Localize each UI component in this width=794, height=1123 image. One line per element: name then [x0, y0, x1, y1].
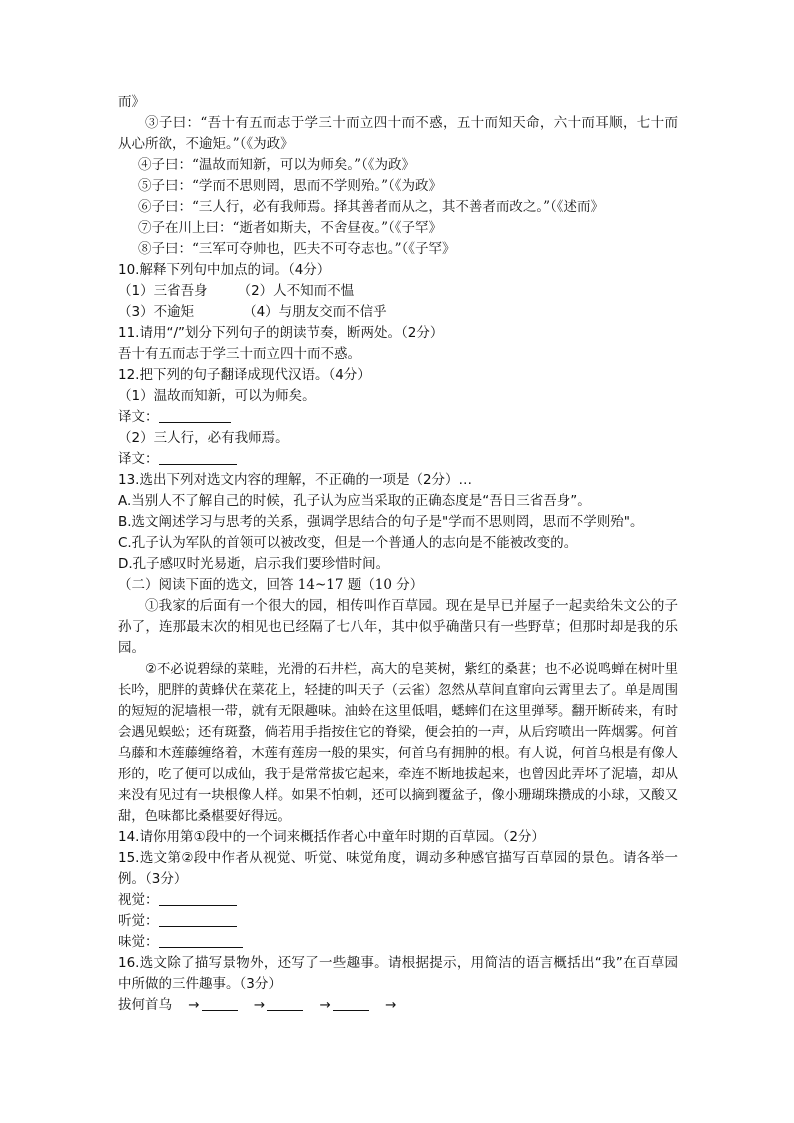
passage-paragraph: ②不必说碧绿的菜畦，光滑的石井栏，高大的皂荚树，紫红的桑葚；也不必说鸣蝉在树叶里长吟，肥胖的黄蜂伏在菜花上，轻捷的叫天子（云雀）忽然从草间直窜向云霄里去了。单是周围的短短的泥墙根一带，就有无限趣味。油蛉在这里低唱，蟋蟀们在这里弹琴。翻开断砖来，有时会遇见蜈蚣；还有斑蝥，倘若用手指按住它的脊梁，便会拍的一声，从后窍喷出一阵烟雾。何首乌藤和木莲藤缠络着，木莲有莲房一般的果实，何首乌有拥肿的根。有人说，何首乌根是有像人形的，吃了便可以成仙，我于是常常拔它起来，牵连不断地拔起来，也曾因此弄坏了泥墙，却从来没有见过有一块根像人样。如果不怕刺，还可以摘到覆盆子，像小珊瑚珠攒成的小球，又酸又甜，色味都比桑椹要好得远。 [118, 662, 678, 824]
question-item: （1）三省吾身 [118, 283, 208, 299]
question-stem: 16.选文除了描写景物外，还写了一些趣事。请根据提示，用简洁的语言概括出“我”在百草园中所做的三件趣事。（3分） [118, 955, 678, 992]
answer-line [118, 911, 678, 932]
section-heading: （二）阅读下面的选文，回答 14~17 题（10 分） [118, 577, 424, 593]
document-page [118, 92, 678, 1016]
answer-label: 视觉： [118, 892, 159, 908]
answer-line [118, 449, 678, 470]
answer-blank[interactable] [159, 450, 237, 465]
question-stem: 13.选出下列对选文内容的理解，不正确的一项是（2分）… [118, 472, 473, 488]
question-item: （2）人不知而不愠 [237, 283, 355, 299]
question-item-row [118, 281, 678, 302]
question-stem: 14.请你用第①段中的一个词来概括作者心中童年时期的百草园。（2分） [118, 829, 545, 845]
text-line: ⑤子曰：“学而不思则罔，思而不学则殆。”（《为政》 [138, 178, 443, 194]
question-text: （1）温故而知新，可以为师矣。 [118, 388, 316, 404]
question-stem: 10.解释下列句中加点的词。（4分） [118, 262, 331, 278]
answer-blank[interactable] [159, 408, 231, 423]
answer-line [118, 890, 678, 911]
question-stem: 11.请用“/”划分下列句子的朗读节奏，断两处。（2分） [118, 325, 444, 341]
arrow-icon: → [253, 997, 266, 1013]
answer-label: 译文： [118, 409, 159, 425]
option-c: C.孔子认为军队的首领可以被改变，但是一个普通人的志向是不能被改变的。 [118, 535, 578, 551]
text-line: ⑥子曰：“三人行，必有我师焉。择其善者而从之，其不善者而改之。”（《述而》 [138, 199, 605, 215]
question-stem: 15.选文第②段中作者从视觉、听觉、味觉角度，调动多种感官描写百草园的景色。请各举一例。（3分） [118, 850, 678, 887]
text-line: ④子曰：“温故而知新，可以为师矣。”（《为政》 [138, 157, 416, 173]
answer-label: 听觉： [118, 913, 159, 929]
answer-chain [118, 995, 678, 1016]
text-line: 而》 [118, 94, 145, 110]
question-text: （2）三人行，必有我师焉。 [118, 430, 289, 446]
answer-label: 味觉： [118, 934, 159, 950]
answer-blank[interactable] [159, 933, 243, 948]
text-line: ⑧子曰：“三军可夺帅也，匹夫不可夺志也。”（《子罕》 [138, 241, 456, 257]
arrow-icon: → [319, 997, 331, 1013]
answer-blank[interactable] [202, 996, 238, 1011]
question-item-row [118, 302, 678, 323]
question-text: 吾十有五而志于学三十而立四十而不惑。 [118, 346, 361, 362]
option-d: D.孔子感叹时光易逝，启示我们要珍惜时间。 [118, 556, 390, 572]
arrow-icon: → [385, 997, 397, 1013]
question-stem: 12.把下列的句子翻译成现代汉语。（4分） [118, 367, 371, 383]
question-item: （4）与朋友交而不信乎 [243, 304, 387, 320]
passage-paragraph: ①我家的后面有一个很大的园，相传叫作百草园。现在是早已并屋子一起卖给朱文公的子孙了，连那最末次的相见也已经隔了七八年，其中似乎确凿只有一些野草；但那时却是我的乐园。 [118, 598, 678, 656]
answer-line [118, 932, 678, 953]
question-item: （3）不逾矩 [118, 304, 195, 320]
answer-blank[interactable] [159, 912, 237, 927]
option-a: A.当别人不了解自己的时候，孔子认为应当采取的正确态度是“吾日三省吾身”。 [118, 493, 591, 509]
text-line: ③子曰：“吾十有五而志于学三十而立四十而不惑，五十而知天命，六十而耳顺，七十而从心所欲，不逾矩。”（《为政》 [118, 115, 678, 152]
answer-line [118, 407, 678, 428]
option-b: B.选文阐述学习与思考的关系，强调学思结合的句子是"学而不思则罔，思而不学则殆"。 [118, 514, 644, 530]
answer-blank[interactable] [333, 996, 369, 1011]
answer-blank[interactable] [159, 891, 237, 906]
answer-blank[interactable] [267, 996, 303, 1011]
arrow-icon: → [188, 997, 200, 1013]
answer-label: 译文： [118, 451, 159, 467]
text-line: ⑦子在川上曰：“逝者如斯夫，不舍昼夜。”（《子罕》 [138, 220, 443, 236]
chain-start: 拔何首乌 [118, 997, 172, 1013]
